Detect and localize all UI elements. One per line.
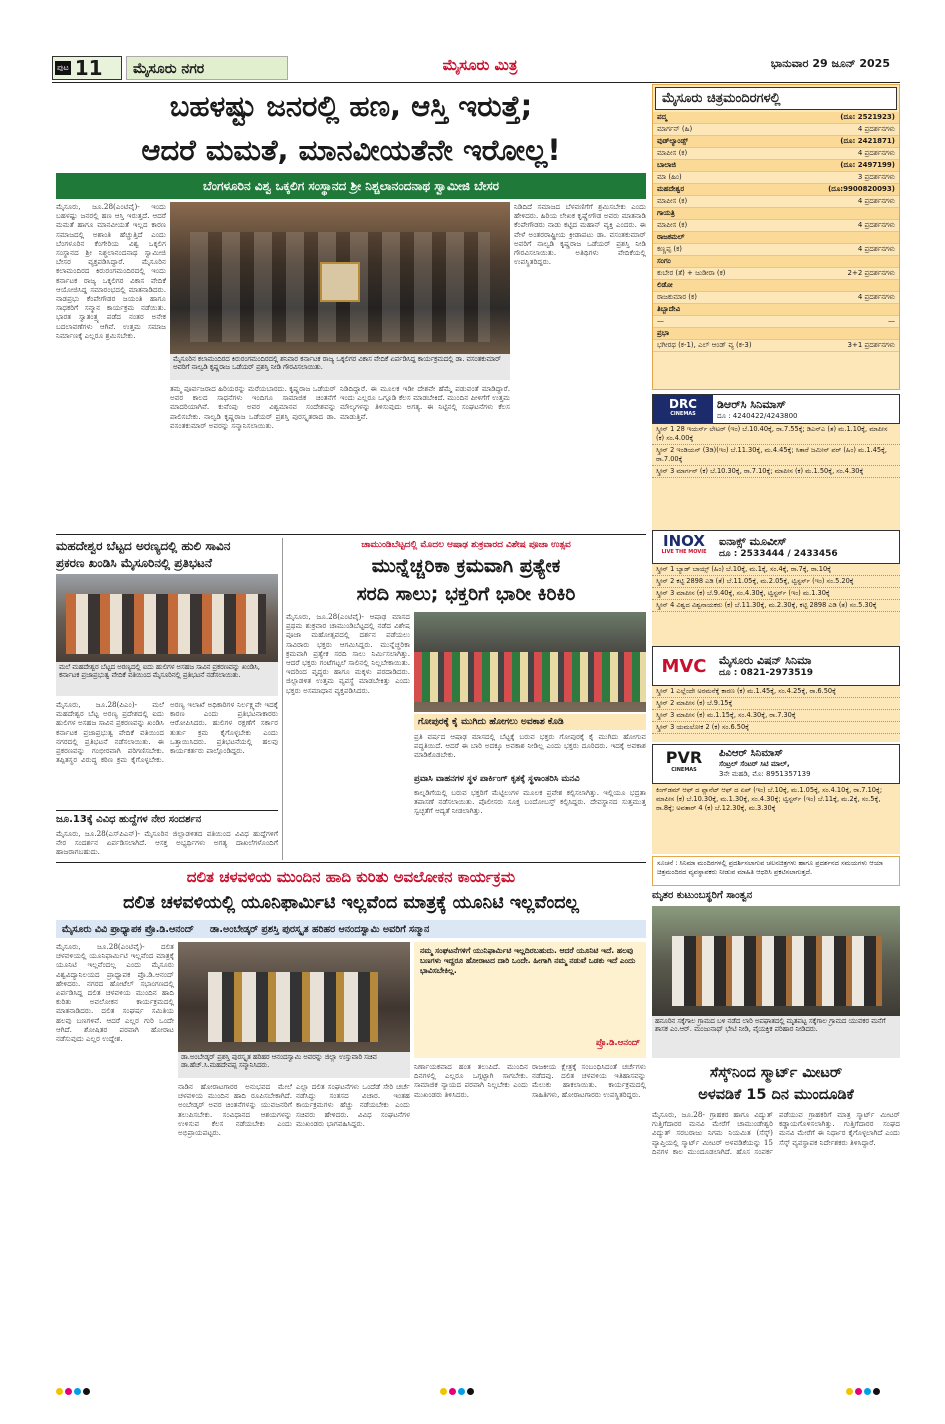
cinema-name-row — [653, 232, 899, 244]
cinema-show-row — [653, 340, 899, 352]
inox-block — [652, 530, 900, 646]
issue-date: ಭಾನುವಾರ 29 ಜೂನ್ 2025 — [770, 57, 890, 70]
dalit-photo — [178, 942, 410, 1052]
smart-meter-body: ಮೈಸೂರು, ಜೂ.28- ಗ್ರಾಹಕರ ಹಾಗೂ ವಿದ್ಯುತ್ ಗುತ್ತಿಗೆದಾರರ ಮನವಿ ಮೇರೆಗೆ ಚಾಮುಂಡೇಶ್ವರಿ ವಿದ್ಯುತ್ ಸರಬರಾಜು ನಿಗಮ ನಿಯಮಿತ (ಸೆಸ್ಕ್) ವ್ಯಾಪ್ತಿಯಲ್ಲಿ ಸ್ಮಾರ್ಟ್ ಮೀಟರ್ ಅಳವಡಿಕೆಯನ್ನು 15 ದಿನಗಳ ಕಾಲ ಮುಂದೂಡಲಾಗಿದೆ. ಹೊಸ ಸಂಪರ್ಕ ಪಡೆಯುವ ಗ್ರಾಹಕರಿಗೆ ಮಾತ್ರ ಸ್ಮಾರ್ಟ್ ಮೀಟರ್ ಕಡ್ಡಾಯಗೊಳಿಸಲಾಗಿತ್ತು. ಗುತ್ತಿಗೆದಾರರ ಸಂಘದ ಮನವಿ ಮೇರೆಗೆ ಈ ನಿರ್ಧಾರ ಕೈಗೊಳ್ಳಲಾಗಿದೆ ಎಂದು ಸೆಸ್ಕ್ ವ್ಯವಸ್ಥಾಪಕ ನಿರ್ದೇಶಕರು ತಿಳಿಸಿದ್ದಾರೆ. — [652, 1110, 900, 1156]
cinema-name-row — [653, 280, 899, 292]
cinema-show-row — [653, 268, 899, 280]
cinema-row-title: ಗಾಯತ್ರಿ — [657, 209, 675, 217]
cinema-row-info: 4 ಪ್ರದರ್ಶನಗಳು — [857, 125, 895, 133]
story2-body: ಮೈಸೂರು, ಜೂ.28(ಪಿಎಂ)- ಮಲೆ ಮಹದೇಶ್ವರ ಬೆಟ್ಟ ಅರಣ್ಯ ಪ್ರದೇಶದಲ್ಲಿ ಐದು ಹುಲಿಗಳ ಅಸಹಜ ಸಾವಿನ ಪ್ರಕರಣವನ್ನು ಖಂಡಿಸಿ ಕರ್ನಾಟಕ ಪ್ರಜಾಪ್ರಭುತ್ವ ವೇದಿಕೆ ವತಿಯಿಂದ ನಗರದಲ್ಲಿ ಪ್ರತಿಭಟನೆ ನಡೆಸಲಾಯಿತು. ಈ ಪ್ರಕರಣವನ್ನು ಗಂಭೀರವಾಗಿ ಪರಿಗಣಿಸಬೇಕು. ತಪ್ಪಿತಸ್ಥರ ವಿರುದ್ಧ ಕಠಿಣ ಕ್ರಮ ಕೈಗೊಳ್ಳಬೇಕು. ಅರಣ್ಯ ಇಲಾಖೆ ಅಧಿಕಾರಿಗಳ ನಿರ್ಲಕ್ಷ್ಯವೇ ಇದಕ್ಕೆ ಕಾರಣ ಎಂದು ಪ್ರತಿಭಟನಾಕಾರರು ಆರೋಪಿಸಿದರು. ಹುಲಿಗಳ ರಕ್ಷಣೆಗೆ ಸರ್ಕಾರ ತುರ್ತು ಕ್ರಮ ಕೈಗೊಳ್ಳಬೇಕು ಎಂದು ಒತ್ತಾಯಿಸಿದರು. ಪ್ರತಿಭಟನೆಯಲ್ಲಿ ಹಲವು ಕಾರ್ಯಕರ್ತರು ಪಾಲ್ಗೊಂಡಿದ್ದರು. — [56, 700, 278, 765]
lead-col-4: ನಿಡಿದಿದೆ ಸಮಾಜದ ಬೆಳವಣಿಗೆಗೆ ಶ್ರಮಿಸಬೇಕು ಎಂದು ಹೇಳಿದರು. ಹಿರಿಯ ಲೇಖಕ ಕೃಷ್ಣೇಗೌಡ ಅವರು ಮಾತನಾಡಿ ಕೆಂಪೇಗೌಡರು ನಾಡು ಕಟ್ಟಿದ ಮಹಾನ್ ವ್ಯಕ್ತಿ ಎಂದರು. ಈ ವೇಳೆ ಅಂತರರಾಷ್ಟ್ರೀಯ ಕ್ರೀಡಾಪಟು ಡಾ. ವಸಂತಕುಮಾರ್ ಅವರಿಗೆ ನಾಲ್ವಡಿ ಕೃಷ್ಣರಾಜ ಒಡೆಯರ್ ಪ್ರಶಸ್ತಿ ನೀಡಿ ಗೌರವಿಸಲಾಯಿತು. ಅತಿಥಿಗಳು ವೇದಿಕೆಯಲ್ಲಿ ಉಪಸ್ಥಿತರಿದ್ದರು. — [514, 202, 646, 267]
smart-meter-headline-1: ಸೆಸ್ಕ್‌ನಿಂದ ಸ್ಮಾರ್ಟ್ ಮೀಟರ್ — [709, 1065, 843, 1081]
story3-sub-body: ಪ್ರತಿ ವರ್ಷದ ಆಷಾಢ ಮಾಸದಲ್ಲಿ ಬೆಟ್ಟಕ್ಕೆ ಬರುವ ಭಕ್ತರು ಗೋಪುರಕ್ಕೆ ಕೈ ಮುಗಿದು ಹೋಗುವ ಪದ್ಧತಿಯಿದೆ. ಆದರೆ ಈ ಬಾರಿ ಅದಕ್ಕೂ ಅವಕಾಶ ನೀಡಿಲ್ಲ ಎಂದು ಭಕ್ತರು ದೂರಿದರು. ಇದಕ್ಕೆ ಅವಕಾಶ ಮಾಡಿಕೊಡಬೇಕು. — [414, 732, 646, 760]
page-num: 11 — [74, 56, 103, 80]
cinema-show-row — [653, 196, 899, 208]
inox-title: ಐನಾಕ್ಸ್ ಮೂವೀಸ್ — [719, 535, 787, 548]
cinema-row-info: — — [888, 317, 895, 325]
cinema-show-row — [653, 220, 899, 232]
cinema-row-title: ಮಾರ್ಗನ್ (ಹಿ) — [657, 125, 693, 133]
drc-logo-icon — [653, 395, 713, 423]
cinema-row-title: ಸಂಗಂ — [657, 257, 671, 265]
dalit-headline: ದಲಿತ ಚಳವಳಿಯಲ್ಲಿ ಯೂನಿಫಾರ್ಮಿಟಿ ಇಲ್ಲವೆಂದ ಮಾತ್ರಕ್ಕೆ ಯೂನಿಟಿ ಇಲ್ಲವೆಂದಲ್ಲ — [123, 893, 579, 913]
cinema-row-title: ಕಣ್ಣಪ್ಪ (ಕ) — [657, 245, 682, 253]
lead-col-3: ನಿಡಿದಿದ್ದಾರೆ. ಈ ಮೂಲಕ ಇಡೀ ದೇಶವೇ ಹೆಮ್ಮೆ ಪಡುವಂತೆ ಮಾಡಿದ್ದಾರೆ. ಇಂದು ಎಲ್ಲರೂ ಒಗ್ಗೂಡಿ ಕೆಲಸ ಮಾಡಬೇಕಿದೆ. ಮುಂದಿನ ಪೀಳಿಗೆಗೆ ಉತ್ತಮ ಮೌಲ್ಯಗಳನ್ನು ತಿಳಿಸುವುದು ಅಗತ್ಯ. ಈ ನಿಟ್ಟಿನಲ್ಲಿ ಸಂಘಟನೆಗಳು ಕೆಲಸ ಮಾಡುತ್ತಿವೆ. — [340, 384, 510, 421]
cinema-row-title: ಭಗೀರಥ (ಕ-1), ಎಲ್ ಆಂಡ್ ವ್ಯ (ಕ-3) — [657, 341, 752, 349]
lead-headline-1: ಬಹಳಷ್ಟು ಜನರಲ್ಲಿ ಹಣ, ಆಸ್ತಿ ಇರುತ್ತೆ; — [169, 89, 533, 123]
screen-showtimes: ಸ್ಕ್ರೀನ್ 1 ಎಲ್ಲೆಂದೇ ಅರಮನೆಕ್ಕೆ ಕಾರಣ (ಕ) ಮ.1.45ಕ್ಕೆ, ಸಂ.4.25ಕ್ಕೆ, ರಾ.6.50ಕ್ಕೆ — [652, 686, 900, 698]
screen-showtimes: ಸ್ಕ್ರೀನ್ 1 ಬ್ಯಾಡ್ ಬಾಯ್ಸ್ (ಹಿಂ) ಬೆ.10ಕ್ಕೆ, ಮ.1ಕ್ಕೆ, ಸಂ.4ಕ್ಕೆ, ರಾ.7ಕ್ಕೆ, ರಾ.10ಕ್ಕೆ — [652, 564, 900, 576]
screen-showtimes: ಸ್ಕ್ರೀನ್ 4 ವಿಶ್ವದ ವಿಶ್ವನಾಯಕರು (ಕ) ಬೆ.11.30ಕ್ಕೆ, ಮ.2.30ಕ್ಕೆ, ಕಟ್ಟಿ 2898 ಎಡಿ (ತ) ಸಂ.5.30ಕ್ಕೆ — [652, 600, 900, 612]
dalit-body-5: ರಾಜಕೀಯ ಕ್ಷೇತ್ರಕ್ಕೆ ಸಂಬಂಧಿಸಿದಂತೆ ಚರ್ಚೆಗಳು ನಡೆದವು. ದಲಿತ ಚಳವಳಿಯ ಇತಿಹಾಸವನ್ನು ಮೆಲುಕು ಹಾಕಲಾಯಿತು. ಕಾರ್ಯಕ್ರಮದಲ್ಲಿ ಸಾಹಿತಿಗಳು, ಹೋರಾಟಗಾರರು ಉಪಸ್ಥಿತರಿದ್ದರು. — [532, 1062, 646, 1099]
lead-photo — [170, 202, 510, 354]
mvc-logo-icon: MVC — [661, 655, 707, 677]
cinema-row-info: 3+1 ಪ್ರದರ್ಶನಗಳು — [847, 341, 895, 349]
cinema-row-info: 4 ಪ್ರದರ್ಶನಗಳು — [857, 245, 895, 253]
inox-logo-text: INOX — [663, 532, 705, 550]
masthead-rule — [52, 82, 900, 83]
pvr-shows: ಕಿಂಗ್‌ಡಮ್ ಆಫ್ ದ ಪ್ಲಾನೆಟ್ ಆಫ್ ದ ಏಪ್ (ಇಂ) ಬೆ.10ಕ್ಕೆ, ಮ.1.05ಕ್ಕೆ, ಸಂ.4.10ಕ್ಕೆ, ರಾ.7.10ಕ್ಕೆ; ಮಾಪೀಸ (ಕ) ಬೆ.10.30ಕ್ಕೆ, ಮ.1.30ಕ್ಕೆ, ಸಂ.4.30ಕ್ಕೆ; ಟ್ವಿಸ್ಟರ್ಸ್ (ಇಂ) ಬೆ.11ಕ್ಕೆ, ಮ.2ಕ್ಕೆ, ಸಂ.5ಕ್ಕೆ, ರಾ.8ಕ್ಕೆ; ಅವತಾರ್ 4 (ಕ) ಬೆ.12.30ಕ್ಕೆ, ಮ.3.30ಕ್ಕೆ — [656, 786, 883, 812]
cinema-row-title: — — [657, 317, 664, 325]
cinema-row-info: 3 ಪ್ರದರ್ಶನಗಳು — [857, 173, 895, 181]
column-divider — [282, 538, 283, 860]
dalit-strap-1: ಮೈಸೂರು ವಿವಿ ಪ್ರಾಧ್ಯಾಪಕ ಪ್ರೊ.ಡಿ.ಆನಂದ್ — [62, 923, 194, 935]
cinema-name-row — [653, 184, 899, 196]
pvr-logo-text: PVR — [665, 748, 703, 767]
story2-note-rule — [56, 810, 278, 811]
page-label: ಪುಟ — [55, 61, 71, 75]
page-number-box — [52, 56, 122, 80]
drc-shows — [652, 424, 900, 478]
pvr-tel: 3ನೇ ಮಹಡಿ, ಮೊ: 8951357139 — [719, 770, 811, 778]
cinema-show-row — [653, 292, 899, 304]
cinema-name-row — [653, 136, 899, 148]
story3-kicker: ಚಾಮುಂಡಿಬೆಟ್ಟದಲ್ಲಿ ಮೊದಲ ಆಷಾಢ ಶುಕ್ರವಾರದ ವಿಶೇಷ ಪೂಜಾ ಉತ್ಸವ — [361, 540, 571, 550]
cinema-row-title: ರಾಜಕುಮಾರ (ಕ) — [657, 293, 697, 301]
cinema-row-info: (ದೂ: 2421871) — [840, 137, 895, 145]
dalit-body-3: ಎಲ್ಲಾ ದಲಿತ ಸಂಘಟನೆಗಳು ಒಂದೆಡೆ ಸೇರಿ ಚರ್ಚೆ ನಡೆಸಿದ್ದು ಸಂತಸದ ವಿಚಾರ. ಇಂತಹ ಕಾರ್ಯಕ್ರಮಗಳು ಹೆಚ್ಚು ನಡೆಯಬೇಕು ಎಂದು ಸಚಿವರು ಹೇಳಿದರು. ವಿವಿಧ ಸಂಘಟನೆಗಳ ಮುಖಂಡರು ಭಾಗವಹಿಸಿದ್ದರು. — [296, 1082, 410, 1128]
dalit-body-4: ನಿರ್ಣಾಯಕವಾದ ಹಂತ ತಲುಪಿದೆ. ಮುಂದಿನ ದಿನಗಳಲ್ಲಿ ಎಲ್ಲರೂ ಒಗ್ಗಟ್ಟಾಗಿ ಸಾಗಬೇಕು. ಸಾಮಾಜಿಕ ನ್ಯಾಯದ ಪರವಾಗಿ ನಿಲ್ಲಬೇಕು ಎಂದು ಮುಖಂಡರು ತಿಳಿಸಿದರು. — [414, 1062, 528, 1099]
condolence-caption: ಹನೂರಿನ ಸಕ್ಕೆಗಾಲ ಗ್ರಾಮದ ಬಳಿ ನಡೆದ ಲಾರಿ ಅಪಘಾತದಲ್ಲಿ ಮೃತಪಟ್ಟ ಸಕ್ಕೆಗಾಲ ಗ್ರಾಮದ ಯುವಕರ ಮನೆಗೆ ಶಾಸಕ ಎಂ.ಆರ್. ಮಂಜುನಾಥ್ ಭೇಟಿ ನೀಡಿ, ವೈಯಕ್ತಿಕ ಪರಿಹಾರ ನೀಡಿದರು. — [652, 1016, 900, 1058]
print-marks-center — [440, 1380, 520, 1390]
story3-photo — [414, 612, 646, 712]
cinema-header: ಮೈಸೂರು ಚಿತ್ರಮಂದಿರಗಳಲ್ಲಿ — [655, 87, 897, 110]
story2-note-body: ಮೈಸೂರು, ಜೂ.28(ಎಸ್‌ಪಿಎನ್)- ಮೈಸೂರಿನ ಜಿಲ್ಲಾಡಳಿತದ ವತಿಯಿಂದ ವಿವಿಧ ಹುದ್ದೆಗಳಿಗೆ ನೇರ ಸಂದರ್ಶನ ಏರ್ಪಡಿಸಲಾಗಿದೆ. ಆಸಕ್ತ ಅಭ್ಯರ್ಥಿಗಳು ಅಗತ್ಯ ದಾಖಲೆಗಳೊಂದಿಗೆ ಹಾಜರಾಗಬಹುದು. — [56, 829, 278, 857]
cinema-list — [653, 112, 899, 352]
section-title: ಮೈಸೂರು ನಗರ — [126, 56, 288, 80]
mid-rule — [56, 862, 646, 863]
cinema-notice: ಸೂಚನೆ : ಸಿನಿಮಾ ಮಂದಿರಗಳಲ್ಲಿ ಪ್ರದರ್ಶಿಸಲಾಗುವ ಚಲನಚಿತ್ರಗಳು ಹಾಗೂ ಪ್ರದರ್ಶನದ ಸಮಯಗಳು ಆಯಾ ಚಿತ್ರಮಂದಿರದ ವ್ಯವಸ್ಥಾಪಕರು ನೀಡುವ ಮಾಹಿತಿ ಆಧರಿಸಿ ಪ್ರಕಟಿಸಲಾಗುತ್ತದೆ. — [652, 856, 900, 886]
dalit-quote-by: ಪ್ರೊ.ಡಿ.ಆನಂದ್ — [595, 1038, 640, 1048]
screen-showtimes: ಸ್ಕ್ರೀನ್ 2 ಕಟ್ಟಿ 2898 ಎಡಿ (ತೆ) ಬೆ.11.05ಕ್ಕೆ, ಮ.2.05ಕ್ಕೆ, ಟ್ವಿಸ್ಟರ್ಸ್ (ಇಂ) ಸಂ.5.20ಕ್ಕೆ — [652, 576, 900, 588]
cinema-row-title: ಮಾಪೀಸ (ಕ) — [657, 221, 688, 229]
story2-caption: ಮಲೆ ಮಹದೇಶ್ವರ ಬೆಟ್ಟದ ಅರಣ್ಯದಲ್ಲಿ ಐದು ಹುಲಿಗಳ ಅಸಹಜ ಸಾವಿನ ಪ್ರಕರಣವನ್ನು ಖಂಡಿಸಿ, ಕರ್ನಾಟಕ ಪ್ರಜಾಪ್ರಭುತ್ವ ವೇದಿಕೆ ವತಿಯಿಂದ ಮೈಸೂರಿನಲ್ಲಿ ಪ್ರತಿಭಟನೆ ನಡೆಸಲಾಯಿತು. — [56, 662, 278, 696]
print-marks-right — [846, 1380, 906, 1390]
condolence-photo — [652, 906, 900, 1016]
story2-headline-2: ಪ್ರಕರಣ ಖಂಡಿಸಿ ಮೈಸೂರಿನಲ್ಲಿ ಪ್ರತಿಭಟನೆ — [56, 556, 213, 570]
story3-sub-head: ಗೋಪುರಕ್ಕೆ ಕೈ ಮುಗಿದು ಹೋಗಲು ಅವಕಾಶ ಕೊಡಿ — [414, 714, 646, 730]
cinema-row-info: (ದೂ:9900820093) — [828, 185, 895, 193]
screen-showtimes: ಸ್ಕ್ರೀನ್ 2 ಮಾಪೀಸ (ಕ) ಬೆ.9.15ಕ್ಕೆ — [652, 698, 900, 710]
cinema-show-row — [653, 124, 899, 136]
cinema-row-info: (ದೂ: 2497199) — [840, 161, 895, 169]
inox-logo-icon — [653, 531, 715, 563]
inox-tel: ದೂ : 2533444 / 2433456 — [719, 549, 838, 559]
pvr-sub: ಸೆಂಟ್ರಲ್ ಸೆಂಟರ್ ಸಿಟಿ ಮಾಲ್, — [719, 760, 790, 768]
cinema-name-row — [653, 208, 899, 220]
lead-caption: ಮೈಸೂರಿನ ಕಲಾಮಂದಿರದ ಕಿರುರಂಗಮಂದಿರದಲ್ಲಿ ಶನಿವಾರ ಕರ್ನಾಟಕ ರಾಜ್ಯ ಒಕ್ಕಲಿಗರ ವಿಕಾಸ ವೇದಿಕೆ ಏರ್ಪಡಿಸಿದ್ದ ಕಾರ್ಯಕ್ರಮದಲ್ಲಿ ಡಾ. ವಸಂತಕುಮಾರ್ ಅವರಿಗೆ ನಾಲ್ವಡಿ ಕೃಷ್ಣರಾಜ ಒಡೆಯರ್ ಪ್ರಶಸ್ತಿ ನೀಡಿ ಗೌರವಿಸಲಾಯಿತು. — [170, 354, 510, 380]
pvr-logo-icon — [653, 745, 715, 783]
cinema-row-title: ಪದ್ಮ — [657, 113, 667, 121]
mvc-title: ಮೈಸೂರು ವಿಷನ್ ಸಿನಿಮಾ — [719, 654, 812, 667]
cinema-row-info: 4 ಪ್ರದರ್ಶನಗಳು — [857, 293, 895, 301]
drc-title: ಡಿಆರ್‌ಸಿ ಸಿನಿಮಾಸ್ — [717, 397, 786, 411]
dalit-quote: ನಮ್ಮ ಸಂಘಟನೆಗಳಿಗೆ ಯುನಿಫಾರ್ಮಿಟಿ ಇಲ್ಲದಿರಬಹುದು. ಆದರೆ ಯೂನಿಟಿ ಇದೆ. ಹಲವು ಬಣಗಳು ಇದ್ದರೂ ಹೋರಾಟದ ದಾರಿ ಒಂದೇ. ಹೀಗಾಗಿ ನಮ್ಮ ನಡುವೆ ಒಡಕು ಇದೆ ಎಂದು ಭಾವಿಸಬೇಕಿಲ್ಲ. — [420, 946, 636, 975]
drc-logo-sub: CINEMAS — [670, 411, 696, 417]
screen-showtimes: ಸ್ಕ್ರೀನ್ 1 28 ಇಯರ್ಸ್ ಲೇಟರ್ (ಇಂ) ಬೆ.10.40ಕ್ಕೆ, ರಾ.7.55ಕ್ಕೆ; ಡಿಎನ್‌ಎ (ತ) ಮ.1.10ಕ್ಕೆ, ಮಾಪೀಸ (ಕ) ಸಂ.4.00ಕ್ಕೆ — [652, 424, 900, 445]
cinema-name-row — [653, 160, 899, 172]
cinema-show-row — [653, 316, 899, 328]
cinema-row-title: ವುಡ್‌ಲ್ಯಾಂಡ್ಸ್ — [657, 137, 688, 145]
cinema-row-title: ಲಿಡೋ — [657, 281, 673, 289]
story3-headline-1: ಮುನ್ನೆಚ್ಚರಿಕಾ ಕ್ರಮವಾಗಿ ಪ್ರತ್ಯೇಕ — [371, 555, 561, 577]
masthead — [0, 0, 945, 80]
condolence-title: ಮೃತರ ಕುಟುಂಬಸ್ಥರಿಗೆ ಸಾಂತ್ವನ — [652, 890, 753, 901]
cinema-row-title: ಮಾಪೀಸ (ಕ) — [657, 149, 688, 157]
cinema-show-row — [653, 244, 899, 256]
print-marks-left — [56, 1380, 136, 1390]
cinema-name-row — [653, 112, 899, 124]
drc-logo-text: DRC — [668, 397, 697, 411]
cinema-row-info: 2+2 ಪ್ರದರ್ಶನಗಳು — [847, 269, 895, 277]
cinema-row-title: ಪ್ರಭಾ — [657, 329, 670, 337]
drc-block — [652, 394, 900, 534]
cinema-show-row — [653, 148, 899, 160]
inox-logo-sub: LIVE THE MOVIE — [661, 549, 707, 555]
cinema-row-title: ಮಾಪೀಸ (ಕ) — [657, 197, 688, 205]
cinema-row-info: 4 ಪ್ರದರ್ಶನಗಳು — [857, 149, 895, 157]
dalit-body-2: ನಾಡಿನ ಹೋರಾಟಗಾರರ ಅನುಭವದ ಮೇಲೆ ಚಳವಳಿಯ ಮುಂದಿನ ಹಾದಿ ರೂಪಿಸಬೇಕಾಗಿದೆ. ಅಂಬೇಡ್ಕರ್ ಅವರ ಚಿಂತನೆಗಳನ್ನು ಯುವಜನರಿಗೆ ತಲುಪಿಸಬೇಕು. ಸಂವಿಧಾನದ ಆಶಯಗಳನ್ನು ಉಳಿಸುವ ಕೆಲಸ ನಡೆಯಬೇಕು ಎಂದು ಅಭಿಪ್ರಾಯಪಟ್ಟರು. — [178, 1082, 292, 1138]
pvr-logo-sub: CINEMAS — [671, 767, 697, 773]
story2-headline-1: ಮಹದೇಶ್ವರ ಬೆಟ್ಟದ ಅರಣ್ಯದಲ್ಲಿ ಹುಲಿ ಸಾವಿನ — [56, 539, 231, 553]
dalit-photo-caption: ಡಾ.ಅಂಬೇಡ್ಕರ್ ಪ್ರಶಸ್ತಿ ಪುರಸ್ಕೃತ ಹರಿಹರ ಆನಂದಸ್ವಾಮಿ ಅವರನ್ನು ಜಿಲ್ಲಾ ಉಸ್ತುವಾರಿ ಸಚಿವ ಡಾ.ಹೆಚ್.ಸಿ.ಮಹದೇವಪ್ಪ ಸನ್ಮಾನಿಸಿದರು. — [178, 1052, 410, 1078]
cinema-row-title: ಮಹದೇಶ್ವರ — [657, 185, 685, 193]
cinema-show-row — [653, 172, 899, 184]
story3-body-right: ಕಾಲ್ನಡಿಗೆಯಲ್ಲಿ ಬರುವ ಭಕ್ತರಿಗೆ ಮೆಟ್ಟಿಲುಗಳ ಮೂಲಕ ಪ್ರವೇಶ ಕಲ್ಪಿಸಲಾಗಿತ್ತು. ಇಲ್ಲಿಯೂ ಭದ್ರತಾ ತಪಾಸಣೆ ನಡೆಸಲಾಯಿತು. ಪೊಲೀಸರು ಸೂಕ್ತ ಬಂದೋಬಸ್ತ್ ಕಲ್ಪಿಸಿದ್ದರು. ದೇವಸ್ಥಾನದ ಸುತ್ತಮುತ್ತ ಸ್ವಚ್ಛತೆಗೆ ಆದ್ಯತೆ ನೀಡಲಾಗಿತ್ತು. — [414, 788, 646, 816]
lead-strap: ಬೆಂಗಳೂರಿನ ವಿಶ್ವ ಒಕ್ಕಲಿಗ ಸಂಸ್ಥಾನದ ಶ್ರೀ ನಿಶ್ಚಲಾನಂದನಾಥ ಸ್ವಾಮೀಜಿ ಬೇಸರ — [56, 173, 646, 199]
cinema-name-row — [653, 304, 899, 316]
pvr-title: ಪಿವಿಆರ್ ಸಿನಿಮಾಸ್ — [719, 748, 783, 759]
dalit-quote-box — [414, 942, 646, 1058]
cinema-name-row — [653, 256, 899, 268]
screen-showtimes: ಸ್ಕ್ರೀನ್ 3 ಯಮಲೋಕ 2 (ಕ) ಸಂ.6.50ಕ್ಕೆ — [652, 722, 900, 734]
mvc-tel: ದೂ : 0821-2973519 — [719, 668, 814, 678]
lead-headline-2: ಆದರೆ ಮಮತೆ, ಮಾನವೀಯತೆನೇ ಇರೋಲ್ಲ! — [141, 133, 561, 167]
cinema-row-info: 4 ಪ್ರದರ್ಶನಗಳು — [857, 197, 895, 205]
paper-name: ಮೈಸೂರು ಮಿತ್ರ — [442, 56, 518, 74]
screen-showtimes: ಸ್ಕ್ರೀನ್ 2 ಇಂಡಿಯನ್ (3ಡಿ)(ಇಂ) ಬೆ.11.30ಕ್ಕೆ, ಮ.4.45ಕ್ಕೆ; ಸಿತಾರೆ ಜಮೀನ್ ಪರ್ (ಹಿಂ) ಮ.1.45ಕ್ಕೆ, ರಾ.7.00ಕ್ಕೆ — [652, 445, 900, 466]
dalit-kicker: ದಲಿತ ಚಳವಳಿಯ ಮುಂದಿನ ಹಾದಿ ಕುರಿತು ಅವಲೋಕನ ಕಾರ್ಯಕ್ರಮ — [186, 868, 516, 886]
story2-note-head: ಜೂ.13ಕ್ಕೆ ವಿವಿಧ ಹುದ್ದೆಗಳ ನೇರ ಸಂದರ್ಶನ — [56, 814, 202, 825]
cinema-row-title: ಕುಬೇರ (ತೆ) + ಜುಡೀರಾ (ಕ) — [657, 269, 726, 277]
dalit-body-1: ಮೈಸೂರು, ಜೂ.28(ಎಂಟಿವೈ)- ದಲಿತ ಚಳವಳಿಯಲ್ಲಿ ಯೂನಿಫಾರ್ಮಿಟಿ ಇಲ್ಲವೆಂದ ಮಾತ್ರಕ್ಕೆ ಯೂನಿಟಿ ಇಲ್ಲವೆಂದಲ್ಲ ಎಂದು ಮೈಸೂರು ವಿಶ್ವವಿದ್ಯಾನಿಲಯದ ಪ್ರಾಧ್ಯಾಪಕ ಪ್ರೊ.ಡಿ.ಆನಂದ್ ಹೇಳಿದರು. ನಗರದ ಹೋಟೆಲ್ ಸಭಾಂಗಣದಲ್ಲಿ ಏರ್ಪಡಿಸಿದ್ದ ದಲಿತ ಚಳವಳಿಯ ಮುಂದಿನ ಹಾದಿ ಕುರಿತು ಅವಲೋಕನ ಕಾರ್ಯಕ್ರಮದಲ್ಲಿ ಮಾತನಾಡಿದರು. ದಲಿತ ಸಂಘರ್ಷ ಸಮಿತಿಯ ಹಲವು ಬಣಗಳಿವೆ. ಆದರೆ ಎಲ್ಲರ ಗುರಿ ಒಂದೇ ಆಗಿದೆ. ಶೋಷಿತರ ಪರವಾಗಿ ಹೋರಾಟ ನಡೆಸುವುದು ಎಲ್ಲರ ಉದ್ದೇಶ. — [56, 942, 174, 1044]
cinema-row-info: 4 ಪ್ರದರ್ಶನಗಳು — [857, 221, 895, 229]
cinema-row-info: (ದೂ: 2521923) — [840, 113, 895, 121]
screen-showtimes: ಸ್ಕ್ರೀನ್ 3 ಮಾಪೀಸ (ಕ) ಮ.1.15ಕ್ಕೆ, ಸಂ.4.30ಕ್ಕೆ, ರಾ.7.30ಕ್ಕೆ — [652, 710, 900, 722]
pvr-block — [652, 744, 900, 854]
lead-bottom-rule — [56, 534, 646, 535]
cinema-row-title: ತಿಬ್ಬಾದೇವಿ — [657, 305, 681, 313]
cinema-row-title: ಬಾಲಾಜಿ — [657, 161, 676, 169]
cinema-name-row — [653, 328, 899, 340]
drc-tel: ದೂ : 4240422/4243800 — [717, 411, 798, 420]
story2-photo — [56, 574, 278, 662]
smart-meter-headline-2: ಅಳವಡಿಕೆ 15 ದಿನ ಮುಂದೂಡಿಕೆ — [698, 1087, 854, 1103]
lead-col-1: ಮೈಸೂರು, ಜೂ.28(ಎಂಟಿವೈ)- ಇಂದು ಬಹಳಷ್ಟು ಜನರಲ್ಲಿ ಹಣ ಆಸ್ತಿ ಇರುತ್ತದೆ. ಆದರೆ ಮಮತೆ ಹಾಗೂ ಮಾನವೀಯತೆ ಇಲ್ಲದ ಕಾರಣ ಸಮಾಜದಲ್ಲಿ ಅಶಾಂತಿ ಹೆಚ್ಚುತ್ತಿದೆ ಎಂದು ಬೆಂಗಳೂರಿನ ಕೆಂಗೇರಿಯ ವಿಶ್ವ ಒಕ್ಕಲಿಗ ಸಂಸ್ಥಾನದ ಶ್ರೀ ನಿಶ್ಚಲಾನಂದನಾಥ ಸ್ವಾಮೀಜಿ ಬೇಸರ ವ್ಯಕ್ತಪಡಿಸಿದ್ದಾರೆ. ಮೈಸೂರಿನ ಕಲಾಮಂದಿರದ ಕಿರುರಂಗಮಂದಿರದಲ್ಲಿ ಇಂದು ಕರ್ನಾಟಕ ರಾಜ್ಯ ಒಕ್ಕಲಿಗರ ವಿಕಾಸ ವೇದಿಕೆ ಆಯೋಜಿಸಿದ್ದ ಸಮಾರಂಭದಲ್ಲಿ ಮಾತನಾಡಿದರು. ನಾಡಪ್ರಭು ಕೆಂಪೇಗೌಡರ ಜಯಂತಿ ಹಾಗೂ ಸಾಧಕರಿಗೆ ಸನ್ಮಾನ ಕಾರ್ಯಕ್ರಮ ನಡೆಯಿತು. ಭಾರತ ಸ್ವಾತಂತ್ರ್ಯ ಪಡೆದ ನಂತರ ಅನೇಕ ಬದಲಾವಣೆಗಳು ಆಗಿವೆ. ಉತ್ತಮ ಸಮಾಜ ನಿರ್ಮಾಣಕ್ಕೆ ಎಲ್ಲರೂ ಶ್ರಮಿಸಬೇಕು. — [56, 202, 166, 340]
story3-body-left: ಮೈಸೂರು, ಜೂ.28(ಎಂಟಿವೈ)- ಆಷಾಢ ಮಾಸದ ಪ್ರಥಮ ಶುಕ್ರವಾರ ಚಾಮುಂಡಿಬೆಟ್ಟದಲ್ಲಿ ನಡೆದ ವಿಶೇಷ ಪೂಜಾ ಮಹೋತ್ಸವದಲ್ಲಿ ದರ್ಶನ ಪಡೆಯಲು ಸಾವಿರಾರು ಭಕ್ತರು ಆಗಮಿಸಿದ್ದರು. ಮುನ್ನೆಚ್ಚರಿಕಾ ಕ್ರಮವಾಗಿ ಪ್ರತ್ಯೇಕ ಸರದಿ ಸಾಲು ನಿರ್ಮಿಸಲಾಗಿತ್ತು. ಆದರೆ ಭಕ್ತರು ಗಂಟೆಗಟ್ಟಲೆ ಸಾಲಿನಲ್ಲಿ ನಿಲ್ಲಬೇಕಾಯಿತು. ಇದರಿಂದ ವೃದ್ಧರು ಹಾಗೂ ಮಕ್ಕಳು ಪರದಾಡಿದರು. ಜಿಲ್ಲಾಡಳಿತ ಉತ್ತಮ ವ್ಯವಸ್ಥೆ ಮಾಡಬೇಕಿತ್ತು ಎಂದು ಭಕ್ತರು ಅಸಮಾಧಾನ ವ್ಯಕ್ತಪಡಿಸಿದರು. — [286, 612, 410, 695]
mvc-shows — [652, 686, 900, 734]
inox-shows — [652, 564, 900, 612]
lead-col-mid: ತಮ್ಮ ಪೂರ್ವಜರಾದ ಹಿರಿಯರನ್ನು ಮರೆಯಬಾರದು. ಕೃಷ್ಣರಾಜ ಒಡೆಯರ್ ಅವರ ಕಾಲದ ಸಾಧನೆಗಳು ಇಂದಿಗೂ ಸಾಮಾಜಿಕ ಚಿಂತನೆಗೆ ಮಾದರಿಯಾಗಿವೆ. ಕುವೆಂಪು ಅವರ ವಿಶ್ವಮಾನವ ಸಂದೇಶವನ್ನು ಪಾಲಿಸಬೇಕು. ನಾಲ್ವಡಿ ಕೃಷ್ಣರಾಜ ಒಡೆಯರ್ ಪ್ರಶಸ್ತಿ ಪುರಸ್ಕೃತರಾದ ಡಾ. ವಸಂತಕುಮಾರ್ ಅವರನ್ನು ಸನ್ಮಾನಿಸಲಾಯಿತು. — [170, 384, 336, 430]
screen-showtimes: ಸ್ಕ್ರೀನ್ 3 ಮಾಪೀಸ (ಕ) ಬೆ.9.40ಕ್ಕೆ, ಸಂ.4.30ಕ್ಕೆ, ಟ್ವಿಸ್ಟರ್ಸ್ (ಇಂ) ಮ.1.30ಕ್ಕೆ — [652, 588, 900, 600]
dalit-strap — [56, 920, 646, 938]
screen-showtimes: ಸ್ಕ್ರೀನ್ 3 ಮಾರ್ಗನ್ (ಕ) ಬೆ.10.30ಕ್ಕೆ, ರಾ.7.10ಕ್ಕೆ; ಮಾಪೀಸ (ಕ) ಮ.1.50ಕ್ಕೆ, ಸಂ.4.30ಕ್ಕೆ — [652, 466, 900, 478]
story3-headline-2: ಸರದಿ ಸಾಲು; ಭಕ್ತರಿಗೆ ಭಾರೀ ಕಿರಿಕಿರಿ — [356, 583, 576, 605]
cinema-row-title: ರಾಜಕಮಲ್ — [657, 233, 685, 241]
story3-sub-head-2: ಪ್ರವಾಸಿ ವಾಹನಗಳ ಸ್ಥಳ ಪಾರ್ಕಿಂಗ್ ಕೃತಕ್ಕೆ ಸ್ಥಳಾಂತರಿಸಿ ಮನವಿ — [414, 774, 580, 784]
cinema-panel — [652, 84, 900, 390]
mvc-block — [652, 646, 900, 742]
dalit-strap-2: ಡಾ.ಅಂಬೇಡ್ಕರ್ ಪ್ರಶಸ್ತಿ ಪುರಸ್ಕೃತ ಹರಿಹರ ಆನಂದಸ್ವಾಮಿ ಅವರಿಗೆ ಸನ್ಮಾನ — [209, 923, 430, 935]
cinema-row-title: ಮಾ (ಹಿಂ) — [657, 173, 682, 181]
